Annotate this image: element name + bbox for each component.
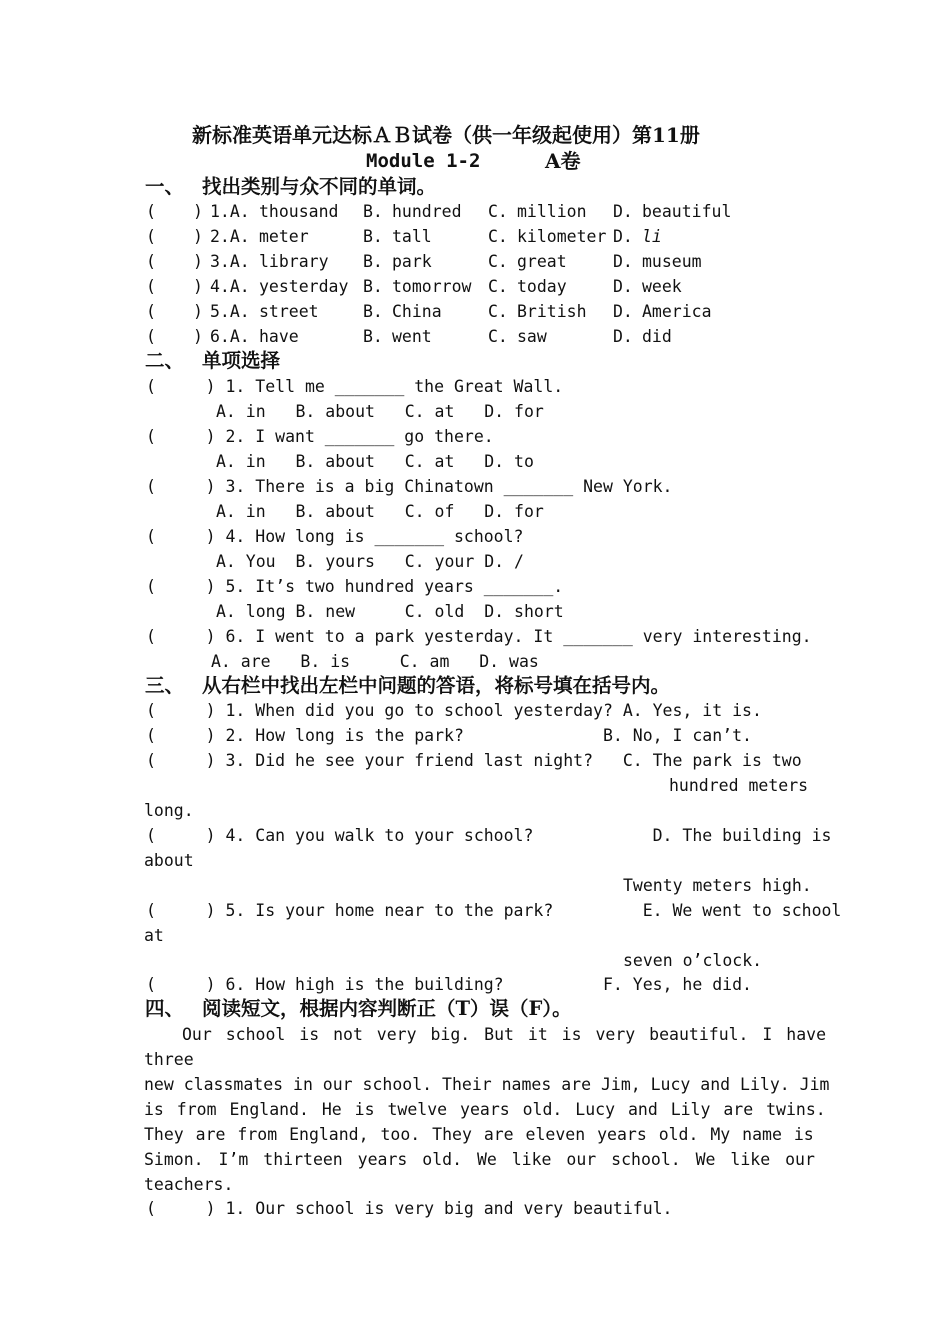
s1-row-4-bl: B.	[363, 277, 383, 296]
s1-row-6-dl: D.	[613, 327, 633, 346]
passage-line: teachers.	[144, 1175, 234, 1194]
s1-row-2-a: meter	[259, 227, 309, 246]
passage-line: Simon. I’m thirteen years old. We like our school. We like our	[144, 1150, 815, 1169]
passage-line: three	[144, 1050, 194, 1069]
s2-q4: ( ) 4. How long is _______ school?	[146, 527, 524, 546]
s2-q3: ( ) 3. There is a big Chinatown _______ New York.	[146, 477, 673, 496]
s1-row-1-d: beautiful	[642, 202, 732, 221]
paper-label: A卷	[545, 149, 581, 173]
passage-line: is from England. He is twelve years old. Lucy and Lily are twins.	[144, 1100, 826, 1119]
s3-line: ( ) 1. When did you go to school yesterday? A. Yes, it is.	[146, 701, 762, 720]
s1-row-3-a: library	[259, 252, 329, 271]
s1-row-2-d: li	[642, 227, 662, 246]
section-2-number: 二、	[145, 349, 185, 372]
s1-row-6-cl: C.	[488, 327, 508, 346]
s1-row-2-bl: B.	[363, 227, 383, 246]
s2-q5: ( ) 5. It’s two hundred years _______.	[146, 577, 564, 596]
s2-q6: ( ) 6. I went to a park yesterday. It _______ very interesting.	[146, 627, 812, 646]
section-2-title: 单项选择	[202, 349, 281, 372]
s1-row-6-close: )	[193, 327, 203, 346]
s3-line: ( ) 2. How long is the park? B. No, I can’t.	[146, 726, 752, 745]
s1-row-6-c: saw	[517, 327, 547, 346]
s1-row-1-cl: C.	[488, 202, 508, 221]
s1-row-4-a: yesterday	[259, 277, 349, 296]
s1-row-4-paren: (	[146, 277, 156, 296]
s1-row-2-c: kilometer	[517, 227, 607, 246]
s1-row-1-paren: (	[146, 202, 156, 221]
s3-line: at	[144, 926, 164, 945]
s2-q6-options: A. are B. is C. am D. was	[211, 652, 539, 671]
s1-row-6-q: 6.A.	[210, 327, 250, 346]
s1-row-3-d: museum	[642, 252, 702, 271]
s3-line: ( ) 4. Can you walk to your school? D. The building is	[146, 826, 832, 845]
s1-row-4-close: )	[193, 277, 203, 296]
s1-row-5-a: street	[259, 302, 319, 321]
s3-line: seven o’clock.	[623, 951, 763, 970]
s1-row-5-dl: D.	[613, 302, 633, 321]
s1-row-1-c: million	[517, 202, 587, 221]
s1-row-4-q: 4.A.	[210, 277, 250, 296]
passage-line: They are from England, too. They are eleven years old. My name is	[144, 1125, 814, 1144]
page-title: 新标准英语单元达标ＡＢ试卷（供一年级起使用）第11册	[192, 123, 700, 147]
s1-row-5-close: )	[193, 302, 203, 321]
s3-line: long.	[144, 801, 194, 820]
s1-row-1-bl: B.	[363, 202, 383, 221]
s1-row-6-paren: (	[146, 327, 156, 346]
s1-row-2-close: )	[193, 227, 203, 246]
s1-row-3-bl: B.	[363, 252, 383, 271]
s1-row-1-close: )	[193, 202, 203, 221]
s1-row-5-d: America	[642, 302, 712, 321]
s1-row-3-b: park	[392, 252, 432, 271]
module-label: Module 1-2	[366, 150, 481, 172]
s1-row-5-bl: B.	[363, 302, 383, 321]
section-1-number: 一、	[145, 175, 185, 198]
passage-line: new classmates in our school. Their names are Jim, Lucy and Lily. Jim	[144, 1075, 830, 1094]
s1-row-5-c: British	[517, 302, 587, 321]
s2-q4-options: A. You B. yours C. your D. /	[216, 552, 524, 571]
s3-line: ( ) 6. How high is the building? F. Yes, he did.	[146, 975, 752, 994]
s4-q1: ( ) 1. Our school is very big and very beautiful.	[146, 1199, 673, 1218]
s1-row-4-d: week	[642, 277, 682, 296]
passage-line: Our school is not very big. But it is very beautiful. I have	[182, 1025, 827, 1044]
s3-line: Twenty meters high.	[623, 876, 812, 895]
section-4-number: 四、	[145, 997, 185, 1020]
s1-row-2-b: tall	[392, 227, 432, 246]
s1-row-6-d: did	[642, 327, 672, 346]
s2-q2-options: A. in B. about C. at D. to	[216, 452, 534, 471]
s1-row-5-paren: (	[146, 302, 156, 321]
s1-row-5-b: China	[392, 302, 442, 321]
s1-row-6-b: went	[392, 327, 432, 346]
s1-row-3-paren: (	[146, 252, 156, 271]
s1-row-1-q: 1.A.	[210, 202, 250, 221]
s1-row-6-a: have	[259, 327, 299, 346]
s1-row-2-q: 2.A.	[210, 227, 250, 246]
s1-row-3-q: 3.A.	[210, 252, 250, 271]
s1-row-6-bl: B.	[363, 327, 383, 346]
s1-row-2-cl: C.	[488, 227, 508, 246]
s3-line: hundred meters	[669, 776, 809, 795]
s1-row-3-c: great	[517, 252, 567, 271]
s1-row-4-c: today	[517, 277, 567, 296]
section-3-title: 从右栏中找出左栏中问题的答语，将标号填在括号内。	[202, 674, 671, 697]
s3-line: ( ) 3. Did he see your friend last night? C. The park is two	[146, 751, 802, 770]
s2-q5-options: A. long B. new C. old D. short	[216, 602, 564, 621]
s2-q3-options: A. in B. about C. of D. for	[216, 502, 544, 521]
section-4-title: 阅读短文，根据内容判断正（T）误（F）。	[202, 997, 572, 1020]
s1-row-5-cl: C.	[488, 302, 508, 321]
s1-row-1-b: hundred	[392, 202, 462, 221]
s1-row-3-dl: D.	[613, 252, 633, 271]
section-1-title: 找出类别与众不同的单词。	[202, 175, 437, 198]
s1-row-4-b: tomorrow	[392, 277, 472, 296]
s2-q1-options: A. in B. about C. at D. for	[216, 402, 544, 421]
s1-row-2-dl: D.	[613, 227, 633, 246]
s1-row-4-cl: C.	[488, 277, 508, 296]
s1-row-4-dl: D.	[613, 277, 633, 296]
s1-row-2-paren: (	[146, 227, 156, 246]
s1-row-5-q: 5.A.	[210, 302, 250, 321]
s3-line: about	[144, 851, 194, 870]
s1-row-1-dl: D.	[613, 202, 633, 221]
s3-line: ( ) 5. Is your home near to the park? E. We went to school	[146, 901, 842, 920]
s1-row-3-cl: C.	[488, 252, 508, 271]
section-3-number: 三、	[145, 674, 185, 697]
s2-q1: ( ) 1. Tell me _______ the Great Wall.	[146, 377, 564, 396]
s1-row-3-close: )	[193, 252, 203, 271]
s1-row-1-a: thousand	[259, 202, 339, 221]
s2-q2: ( ) 2. I want _______ go there.	[146, 427, 494, 446]
